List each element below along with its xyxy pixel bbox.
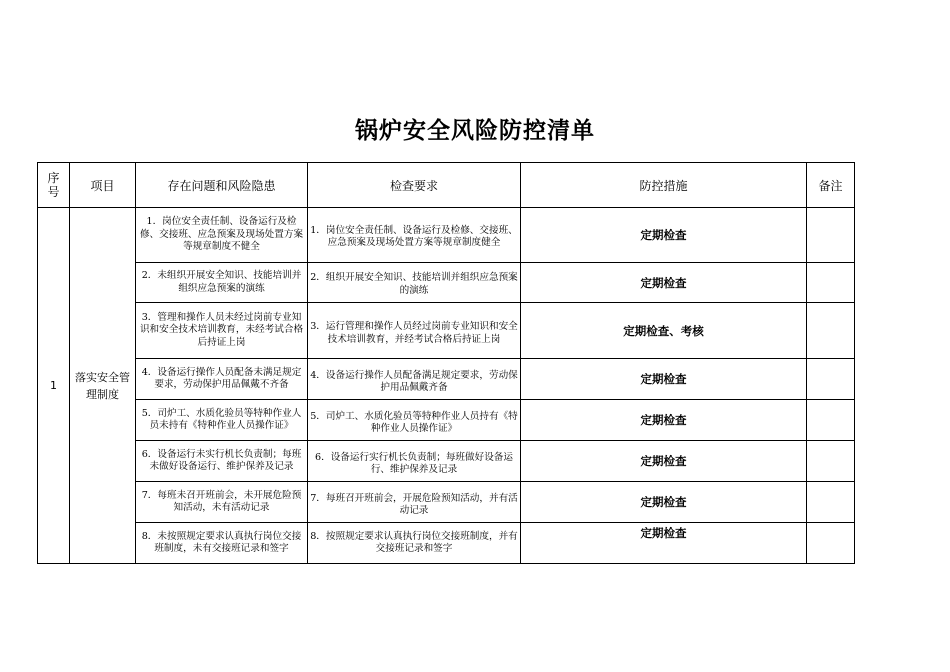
header-measures: 防控措施 [521,163,807,208]
measure-cell: 定期检查 [521,523,807,564]
measure-cell: 定期检查 [521,482,807,523]
table-row [38,208,855,263]
requirement-cell: 4．设备运行操作人员配备满足规定要求，劳动保护用品佩戴齐备 [308,359,521,400]
remark-cell [807,441,855,482]
remark-cell [807,303,855,359]
problem-cell: 5．司炉工、水质化验员等特种作业人员未持有《特种作业人员操作证》 [136,400,308,441]
remark-cell [807,359,855,400]
table-row [38,400,855,441]
remark-cell [807,523,855,564]
problem-cell: 2．未组织开展安全知识、技能培训并组织应急预案的演练 [136,263,308,303]
problem-cell: 7．每班未召开班前会，未开展危险预知活动，未有活动记录 [136,482,308,523]
requirement-cell: 7．每班召开班前会，开展危险预知活动，并有活动记录 [308,482,521,523]
measure-cell: 定期检查 [521,441,807,482]
header-item: 项目 [70,163,136,208]
measure-cell: 定期检查 [521,263,807,303]
remark-cell [807,263,855,303]
header-seq-label: 序号 [47,171,60,199]
document-title: 锅炉安全风险防控清单 [355,118,595,144]
group-item: 落实安全管理制度 [70,208,136,564]
table-row [38,263,855,303]
measure-cell: 定期检查 [521,359,807,400]
problem-cell: 1．岗位安全责任制、设备运行及检修、交接班、应急预案及现场处置方案等规章制度不健全 [136,208,308,263]
table-row [38,441,855,482]
measure-cell: 定期检查 [521,400,807,441]
problem-cell: 8．未按照规定要求认真执行岗位交接班制度，未有交接班记录和签字 [136,523,308,564]
remark-cell [807,400,855,441]
remark-cell [807,482,855,523]
problem-cell: 6．设备运行未实行机长负责制；每班未做好设备运行、维护保养及记录 [136,441,308,482]
problem-cell: 3．管理和操作人员未经过岗前专业知识和安全技术培训教育，未经考试合格后持证上岗 [136,303,308,359]
table-row [38,482,855,523]
table-row [38,303,855,359]
requirement-cell: 2．组织开展安全知识、技能培训并组织应急预案的演练 [308,263,521,303]
header-seq [38,163,70,208]
header-problems: 存在问题和风险隐患 [136,163,308,208]
problem-cell: 4．设备运行操作人员配备未满足规定要求，劳动保护用品佩戴不齐备 [136,359,308,400]
table-header-row [38,163,855,208]
remark-cell [807,208,855,263]
table-row [38,523,855,564]
requirement-cell: 3．运行管理和操作人员经过岗前专业知识和安全技术培训教育，并经考试合格后持证上岗 [308,303,521,359]
requirement-cell: 1．岗位安全责任制、设备运行及检修、交接班、应急预案及现场处置方案等规章制度健全 [308,208,521,263]
requirement-cell: 6．设备运行实行机长负责制；每班做好设备运行、维护保养及记录 [308,441,521,482]
requirement-cell: 5．司炉工、水质化验员等特种作业人员持有《特种作业人员操作证》 [308,400,521,441]
header-remarks: 备注 [807,163,855,208]
group-seq: 1 [38,208,70,564]
requirement-cell: 8．按照规定要求认真执行岗位交接班制度，并有交接班记录和签字 [308,523,521,564]
measure-cell: 定期检查、考核 [521,303,807,359]
header-requirements: 检查要求 [308,163,521,208]
table-row [38,359,855,400]
risk-control-table [37,162,855,564]
measure-cell: 定期检查 [521,208,807,263]
